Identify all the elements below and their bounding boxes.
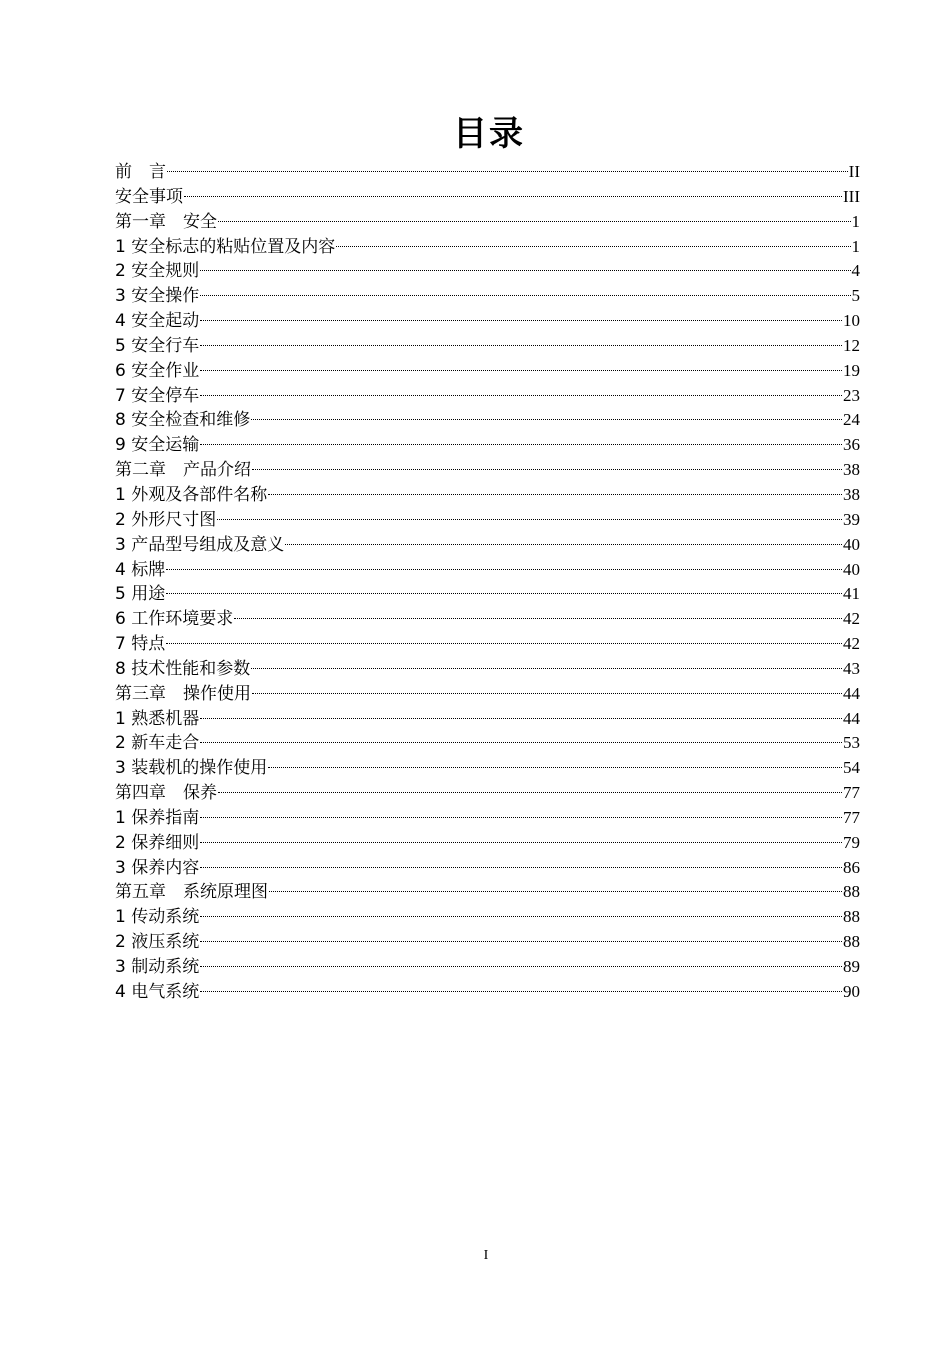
toc-entry-label: 3 制动系统 (115, 957, 200, 977)
toc-entry-label: 第一章 安全 (115, 211, 217, 232)
toc-entry-label: 1 传动系统 (115, 907, 200, 928)
toc-dot-leader (251, 668, 842, 669)
toc-entry-label: 4 标牌 (115, 559, 166, 580)
toc-entry[interactable] (115, 980, 860, 1005)
toc-entry[interactable] (115, 334, 860, 359)
toc-entry-page: 36 (843, 435, 860, 455)
toc-entry-label: 2 安全规则 (115, 261, 200, 282)
toc-dot-leader (166, 643, 842, 644)
toc-entry-label: 6 工作环境要求 (115, 609, 234, 630)
toc-dot-leader (200, 345, 842, 346)
toc-list (115, 160, 860, 1005)
toc-dot-leader (200, 742, 842, 743)
toc-entry[interactable] (115, 384, 860, 409)
toc-entry[interactable] (115, 359, 860, 384)
toc-entry[interactable] (115, 831, 860, 856)
toc-dot-leader (217, 519, 842, 520)
toc-entry[interactable] (115, 210, 860, 235)
toc-entry-label: 1 安全标志的粘贴位置及内容 (115, 236, 336, 257)
toc-entry-page: 41 (843, 584, 860, 604)
toc-entry[interactable] (115, 905, 860, 930)
toc-entry-label: 第二章 产品介绍 (115, 460, 251, 481)
toc-dot-leader (234, 618, 842, 619)
toc-entry-page: 79 (843, 832, 860, 852)
toc-entry[interactable] (115, 259, 860, 284)
toc-entry-label: 前 言 (115, 162, 166, 182)
toc-entry[interactable] (115, 806, 860, 831)
toc-entry-label: 4 电气系统 (115, 981, 200, 1002)
toc-entry-page: 44 (843, 683, 860, 703)
toc-entry-label: 1 外观及各部件名称 (115, 484, 268, 505)
toc-dot-leader (200, 370, 842, 371)
toc-entry[interactable] (115, 707, 860, 732)
toc-dot-leader (285, 544, 842, 545)
toc-entry-label: 8 技术性能和参数 (115, 658, 251, 679)
toc-dot-leader (200, 916, 842, 917)
toc-dot-leader (200, 270, 850, 271)
toc-dot-leader (218, 221, 851, 222)
toc-entry-page: 53 (843, 733, 860, 753)
toc-entry-label: 第四章 保养 (115, 783, 217, 804)
toc-entry-label: 9 安全运输 (115, 435, 200, 456)
toc-title: 目录 (453, 114, 525, 154)
toc-entry-page: 1 (851, 211, 860, 231)
toc-dot-leader (166, 569, 842, 570)
toc-entry[interactable] (115, 284, 860, 309)
toc-dot-leader (268, 494, 842, 495)
toc-entry-label: 8 安全检查和维修 (115, 410, 251, 431)
toc-entry-label: 4 安全起动 (115, 311, 200, 332)
toc-entry-label: 2 液压系统 (115, 932, 200, 953)
toc-entry[interactable] (115, 235, 860, 260)
toc-dot-leader (200, 966, 842, 967)
toc-entry-label: 3 产品型号组成及意义 (115, 534, 285, 555)
toc-dot-leader (200, 842, 842, 843)
toc-dot-leader (166, 593, 842, 594)
toc-entry-label: 7 安全停车 (115, 385, 200, 406)
toc-dot-leader (252, 693, 842, 694)
toc-entry-page: 10 (843, 311, 860, 331)
toc-entry[interactable] (115, 632, 860, 657)
toc-entry-page: 39 (843, 509, 860, 529)
toc-entry-page: 38 (843, 460, 860, 480)
toc-entry-page: 24 (843, 410, 860, 430)
toc-entry[interactable] (115, 682, 860, 707)
toc-entry-page: 23 (843, 385, 860, 405)
toc-dot-leader (251, 419, 842, 420)
toc-entry[interactable] (115, 955, 860, 980)
toc-entry-page: 1 (851, 236, 860, 256)
toc-entry[interactable] (115, 185, 860, 210)
toc-entry[interactable] (115, 408, 860, 433)
toc-entry[interactable] (115, 433, 860, 458)
toc-entry-label: 5 用途 (115, 584, 166, 605)
toc-entry-label: 3 安全操作 (115, 286, 200, 307)
toc-entry-label: 安全事项 (115, 186, 183, 207)
toc-entry-page: 88 (843, 882, 860, 902)
toc-entry[interactable] (115, 607, 860, 632)
toc-entry-page: 4 (851, 261, 860, 281)
toc-dot-leader (200, 817, 842, 818)
toc-entry-page: 42 (843, 634, 860, 654)
toc-entry-page: 89 (843, 957, 860, 976)
toc-entry-label: 3 装载机的操作使用 (115, 758, 268, 779)
toc-entry[interactable] (115, 458, 860, 483)
toc-entry-page: 38 (843, 484, 860, 504)
toc-dot-leader (184, 196, 842, 197)
toc-entry-page: 40 (843, 534, 860, 554)
toc-dot-leader (200, 941, 842, 942)
toc-entry[interactable] (115, 756, 860, 781)
toc-entry-label: 2 外形尺寸图 (115, 509, 217, 530)
toc-dot-leader (336, 246, 850, 247)
toc-entry[interactable] (115, 731, 860, 756)
toc-entry[interactable] (115, 582, 860, 607)
toc-entry[interactable] (115, 533, 860, 558)
toc-dot-leader (200, 867, 842, 868)
toc-entry-page: 88 (843, 907, 860, 927)
toc-entry-label: 第五章 系统原理图 (115, 882, 268, 903)
toc-entry-page: 43 (843, 658, 860, 678)
toc-dot-leader (167, 171, 848, 172)
toc-entry-page: 42 (843, 609, 860, 629)
page-number: I (483, 1248, 489, 1263)
toc-entry-page: 77 (843, 807, 860, 827)
toc-entry-page: 44 (843, 708, 860, 728)
toc-entry[interactable] (115, 856, 860, 881)
toc-dot-leader (200, 320, 842, 321)
toc-entry-label: 6 安全作业 (115, 360, 200, 381)
toc-dot-leader (268, 767, 842, 768)
toc-dot-leader (200, 295, 850, 296)
toc-dot-leader (218, 792, 842, 793)
toc-dot-leader (200, 444, 842, 445)
toc-dot-leader (200, 718, 842, 719)
toc-entry-label: 7 特点 (115, 634, 166, 655)
toc-entry-page: 90 (843, 981, 860, 1001)
toc-entry-page: 40 (843, 559, 860, 579)
toc-entry[interactable] (115, 657, 860, 682)
toc-dot-leader (269, 891, 842, 892)
toc-entry-page: 19 (843, 360, 860, 380)
toc-entry-label: 2 新车走合 (115, 733, 200, 754)
toc-entry-page: II (848, 162, 860, 181)
toc-entry[interactable] (115, 558, 860, 583)
toc-entry[interactable] (115, 508, 860, 533)
toc-dot-leader (200, 991, 842, 992)
toc-entry-page: 5 (851, 286, 860, 306)
toc-entry-page: 88 (843, 932, 860, 952)
toc-entry[interactable] (115, 309, 860, 334)
toc-entry-label: 1 熟悉机器 (115, 708, 200, 729)
toc-entry[interactable] (115, 930, 860, 955)
toc-entry-label: 5 安全行车 (115, 335, 200, 356)
toc-entry-label: 3 保养内容 (115, 857, 200, 878)
toc-dot-leader (252, 469, 842, 470)
toc-entry-label: 第三章 操作使用 (115, 683, 251, 704)
toc-entry[interactable] (115, 483, 860, 508)
toc-entry-page: 86 (843, 857, 860, 877)
toc-entry-page: 12 (843, 335, 860, 355)
toc-entry-page: III (843, 186, 860, 206)
toc-entry[interactable] (115, 160, 860, 185)
toc-entry[interactable] (115, 880, 860, 905)
toc-entry-page: 54 (843, 758, 860, 778)
toc-dot-leader (200, 395, 842, 396)
toc-entry[interactable] (115, 781, 860, 806)
toc-entry-page: 77 (843, 783, 860, 803)
toc-entry-label: 1 保养指南 (115, 807, 200, 828)
toc-entry-label: 2 保养细则 (115, 832, 200, 853)
